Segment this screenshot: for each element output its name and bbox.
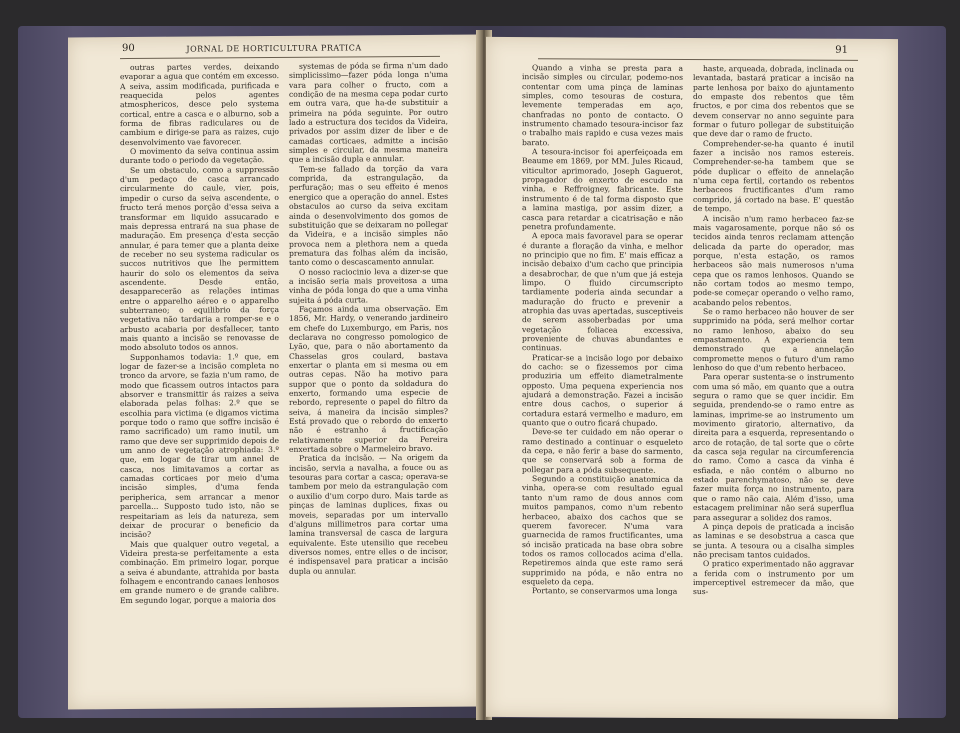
paragraph: Deve-se ter cuidado em não operar o ramo destinado a continuar o esqueleto da cepa, e não ferir a base do sarmento, que se conservará sob a forma de pollegar para a póda subsequente. — [522, 427, 683, 475]
paragraph: A incisão n'um ramo herbaceo faz-se mais vagarosamente, porque não só os tecidos ainda tenros reclamam attenção delicada da parte do operador, mas porque, n'esta estação, os ramos herbaceos são mais numerosos n'uma cepa que os ramos lenhosos. Quando se não cortam todos ao mesmo tempo, pode-se começar operando o velho ramo, acabando pelos rebentos. — [693, 213, 854, 308]
paragraph: haste, arqueada, dobrada, inclinada ou levantada, bastará praticar a incisão na parte lenhosa por baixo do ajuntamento do empaste dos rebentos que têm fructos, e por cima dos rebentos que se devem conservar no anno seguinte para formar o futuro pollegar de substituição que deve dar o ramo de fructo. — [693, 64, 854, 140]
page-number-right: 91 — [835, 44, 848, 56]
paragraph: Praticar-se a incisão logo por debaixo do cacho: se o fizessemos por cima produziria um effeito diametralmente opposto. Uma pequena experiencia nos ajudará a demonstração. Fazei a incisão entre dous cachos, o superior á cortadura estará vermelho e maduro, em quanto que o outro ficará chupado. — [522, 352, 683, 428]
header-rule-right — [538, 58, 858, 61]
paragraph: O movimento da seiva continua assim durante todo o periodo da vegetação. — [120, 146, 279, 166]
paragraph: A epoca mais favoravel para se operar é durante a floração da vinha, e melhor no principio que no fim. E' mais efficaz a incisão debaixo d'um cacho que principia a desabrochar, de que n'um que já esteja limpo. O fluido circumscripto tardiamente poderia ainda secundar a maduração do fructo e prevenir a atrophia das uvas apertadas, susceptiveis de serem assoberbadas por uma vegetação foliacea excessiva, proveniente de chuvas abundantes e continuas. — [522, 231, 683, 353]
page-number-left: 90 — [122, 42, 135, 55]
left-columns — [120, 61, 448, 695]
right-column-1 — [522, 63, 683, 704]
paragraph: Para operar sustenta-se o instrumento com uma só mão, em quanto que a outra segura o ramo que se quer incidir. Em seguida, prendendo-se o ramo entre as laminas, imprime-se ao instrumento um movimento giratorio, alternativo, da direita para a esquerda, representando o arco de rotação, de tal sorte que o côrte da casca seja regular na circumferencia do ramo. Como a casca da vinha é esfiada, e não contém o alburno no estado parenchymatoso, não se deve fazer muita força no instrumento, para que o ramo não caia. Além d'isso, uma estacagem preliminar não será superflua para assegurar a solidez dos ramos. — [693, 372, 854, 523]
paragraph: Se um obstaculo, como a suppressão d'um pedaço de casca arrancado circularmente do caule, vier, pois, impedir o curso da seiva ascendente, o fructo terá menos porção d'essa seiva a transformar em liquido assucarado e mais depressa entrará na sua phase de maduração. Em presença d'esta secção annular, é para temer que a planta deixe de receber no seu systema radicular os succos nutritivos que lhe permittem haurir do solo os elementos da seiva ascendente. Desde então, desapparecerão as relações intimas entre o apparelho aéreo e o apparelho subterraneo; o equilibrio da força vegetativa não tardaria a romper-se e o arbusto acabaria por desfallecer, tanto mais quanto a incisão se renovasse de modo absoluto todos os annos. — [120, 164, 279, 353]
running-header-left: JORNAL DE HORTICULTURA PRATICA — [186, 43, 362, 54]
paragraph: Quando a vinha se presta para a incisão simples ou circular, podemo-nos contentar com uma pinça de laminas simples, como tesouras de costura, levemente temperadas em aço, chanfradas no ponto de contacto. O instrumento chamado tesoura-incisor faz o trabalho mais rapido e cusa vezes mais barato. — [522, 63, 683, 148]
paragraph: Portanto, se conservarmos uma longa — [532, 586, 678, 597]
left-page — [68, 35, 480, 710]
paragraph: Segundo a constituição anatomica da vinha, opera-se com resultado egual tanto n'um ramo de dous annos com muitos pampanos, como n'um rebento herbaceo, abaixo dos cachos que se querem favorecer. N'uma vara guarnecida de ramos fructificantes, uma só incisão praticada na base obra sobre todos os ramos collocados acima d'ella. Repetiremos ainda que este ramo será supprimido na póda, e não entra no esqueleto da cepa. — [522, 474, 683, 587]
left-column-2 — [289, 61, 448, 694]
paragraph: Tem-se fallado da torção da vara comprida, da estrangulação, da perfuração; mas o seu effeito é menos energico que a operação do annel. Estes obstaculos ao curso da seiva excitam ainda o desenvolvimento dos gomos de substituição que se deixaram no pollegar da Videira, e a incisão simples não provoca nem a plethora nem a queda prematura das folhas além da incisão, tanto como o descascamento annular. — [289, 163, 448, 268]
paragraph: Se o ramo herbaceo não houver de ser supprimido na póda, será melhor cortar no ramo lenhoso, abaixo do seu empastamento. A experiencia tem demonstrado que a annelação compromette menos o futuro d'um ramo lenhoso do que d'um rebento herbaceo. — [693, 306, 854, 373]
paragraph: Pratica da incisão. — Na origem da incisão, servia a navalha, a fouce ou as tesouras para cortar a casca; operava-se tambem por meio da estrangulação com o auxilio d'um corpo duro. Mais tarde as pinças de laminas duplices, fixas ou moveis, separadas por um intervallo d'alguns millimetros para cortar uma lamina transversal de casca de largura equivalente. Este utensilio que recebeu diversos nomes, entre elles o de incisor, é indispensavel para praticar a incisão dupla ou annular. — [289, 453, 448, 576]
paragraph: Comprehender-se-ha quanto é inutil fazer a incisão nos ramos estereis. Comprehender-se-ha tambem que se póde duplicar o effeito de annelação n'uma cepa fertil, cortando os rebentos herbaceos fructificantes d'um ramo comprido, já cortado na base. E' questão de tempo. — [693, 138, 854, 214]
paragraph: Supponhamos todavia: 1.º que, em logar de fazer-se a incisão completa no tronco da arvore, se fazia n'um ramo, de modo que ficassem outros intactos para absorver e transmittir ás raizes a seiva elaborada pelas folhas: 2.º que se escolhia para victima (e digamos victima porque todo o ramo que soffre incisão é ramo sacrificado) um ramo inutil, um ramo que deve ser supprimido depois de um anno de vegetação atrophiada: 3.º que, em logar de tirar um annel de casca, nos limitavamos a cortar as camadas corticaes por meio d'uma incisão simples, d'uma fenda peripherica, sem arrancar a menor parcella... Supposto tudo isto, não se respeitariam as leis da natureza, sem deixar de procurar o beneficio da incisão? — [120, 351, 279, 540]
paragraph: A pinça depois de praticada a incisão as laminas e se desobstrua a casca que se junta. A tesoura ou a cisalha simples não precisam tantos cuidados. — [693, 521, 854, 560]
right-column-2 — [693, 64, 854, 705]
paragraph: O pratico experimentado não aggravar a ferida com o instrumento por um imperceptivel estremecer da mão, que sus- — [693, 559, 854, 597]
paragraph: outras partes verdes, deixando evaporar a agua que contém em excesso. A seiva, assim modificada, purificada e reaquecida pelos agentes atmosphericos, desce pelo systema cortical, entre a casca e o alburno, sob a forma de fibras radiculares ou de cambium e dirige-se para as raizes, cujo desenvolvimento vae favorecer. — [120, 61, 279, 147]
paragraph: Façamos ainda uma observação. Em 1856, Mr. Hardy, o venerando jardineiro em chefe do Luxemburgo, em Paris, nos declarava no congresso pomologico de Lyão, que, para o não abortamento da Chasselas gros coulard, bastava enxertar o planta em si mesma ou em outras cepas. Não ha motivo para suppor que o ponto da soldadura do enxerto, formando uma especie de rebordo, represente o papel do filtro da seiva, á maneira da incisão simples? Está provado que o rebordo do enxerto não é estranho á fructificação relativamente superior da Pereira enxertada sobre o Marmeleiro bravo. — [289, 303, 448, 454]
paragraph: A tesoura-incisor foi aperfeiçoada em Beaume em 1869, por MM. Jules Ricaud, viticultor aprimorado, Joseph Gaguerot, propagador do enxerto de escudo na vinha, e Reffroigney, fabricante. Este instrumento é de tal forma disposto que a lamina mastiga, por assim dizer, a casca para retardar a cicatrisação e não penetra profundamente. — [522, 147, 683, 232]
right-page — [486, 37, 898, 719]
header-rule-left — [120, 56, 440, 59]
right-columns — [522, 63, 854, 705]
left-column-1 — [120, 62, 279, 695]
paragraph: Mais que qualquer outro vegetal, a Videira presta-se perfeitamente a esta combinação. Em primeiro logar, porque a seiva é abundante, attrahida por basta folhagem e encontrando canaes lenhosos em grande numero e de grande calibre. Em segundo logar, porque a maioria dos — [120, 538, 279, 605]
paragraph: systemas de póda se firma n'um dado simplicissimo—fazer póda longa n'uma vara para colher o fructo, com a condição de na mesma cepa podar curto em outra vara, que ha-de substituir a primeira na póda seguinte. Por outro lado a estructura dos tecidos da Videira, privados por assim dizer de liber e de camadas corticaes, admitte a incisão simples e circular, da mesma maneira que a incisão dupla e annular. — [289, 60, 448, 165]
paragraph: O nosso raciocinio leva a dizer-se que a incisão seria mais proveitosa a uma vinha de póda longa do que a uma vinha sujeita á póda curta. — [289, 266, 448, 305]
